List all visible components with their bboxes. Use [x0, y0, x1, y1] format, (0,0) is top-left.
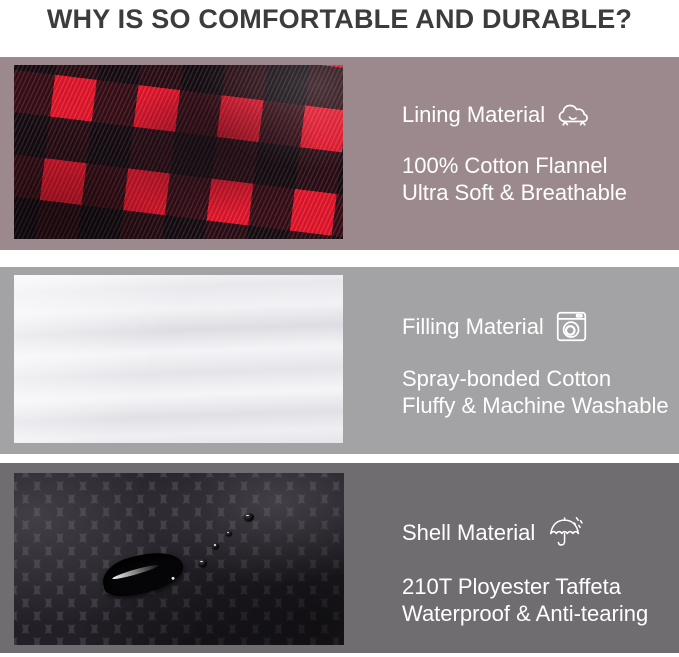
- shell-heading: Shell Material: [402, 519, 536, 545]
- small-water-drop: [226, 531, 232, 536]
- water-droplet: [99, 547, 187, 601]
- page-title: [0, 0, 679, 57]
- umbrella-rain-icon: [547, 515, 585, 550]
- shell-line2: Waterproof & Anti-tearing: [402, 601, 649, 626]
- small-water-drop: [198, 559, 207, 567]
- section-shell: [0, 463, 679, 653]
- lining-text-block: [402, 57, 672, 206]
- section-filling: [0, 267, 679, 454]
- shell-line1: 210T Ployester Taffeta: [402, 574, 621, 599]
- lining-line2: Ultra Soft & Breathable: [402, 180, 628, 205]
- small-water-drop: [212, 543, 219, 549]
- shell-text-block: [402, 463, 672, 627]
- shell-photo-taffeta: [14, 473, 344, 645]
- filling-text-block: [402, 267, 672, 419]
- small-water-drop: [244, 513, 254, 521]
- lining-line1: 100% Cotton Flannel: [402, 153, 608, 178]
- lining-photo-buffalo-plaid: [14, 65, 343, 239]
- filling-line2: Fluffy & Machine Washable: [402, 393, 669, 418]
- section-lining: [0, 57, 679, 250]
- filling-line1: Spray-bonded Cotton: [402, 366, 612, 391]
- page-title-text: WHY IS SO COMFORTABLE AND DURABLE?: [46, 4, 633, 34]
- lining-heading: Lining Material: [402, 102, 546, 127]
- washing-machine-icon: [556, 311, 587, 342]
- filling-heading: Filling Material: [402, 313, 544, 339]
- filling-photo-cotton: [14, 275, 343, 443]
- cotton-cloud-icon: [557, 101, 591, 129]
